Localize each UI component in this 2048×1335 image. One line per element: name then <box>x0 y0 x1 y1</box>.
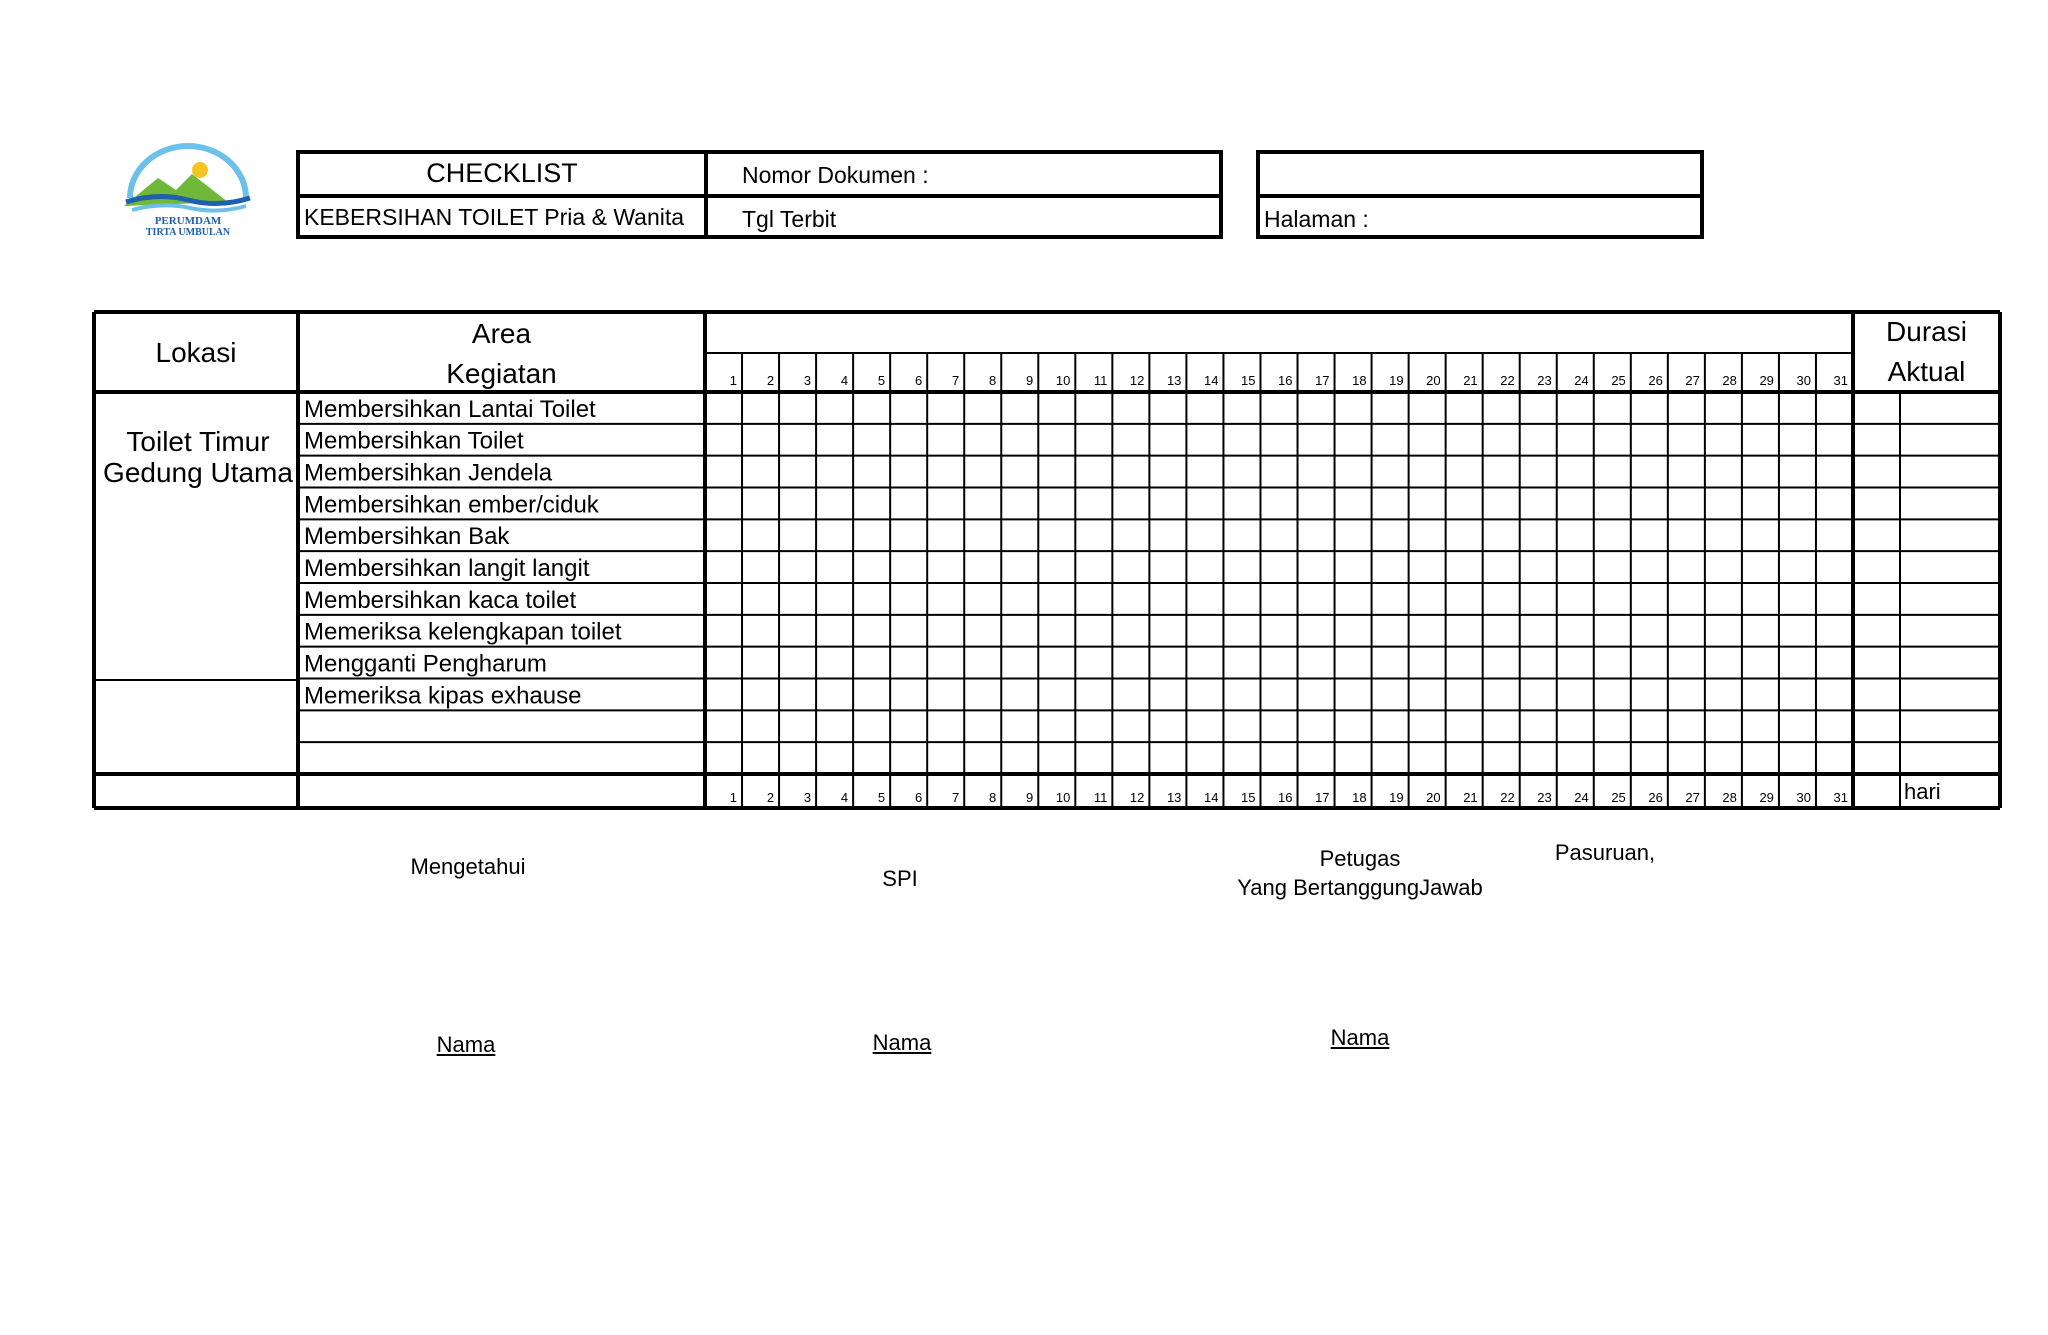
day-header-number: 12 <box>1129 373 1145 388</box>
day-header-number: 25 <box>1611 373 1626 388</box>
day-footer-number: 7 <box>951 790 960 805</box>
activity-row-label: Membersihkan Jendela <box>304 459 553 487</box>
sign-label-mengetahui: Mengetahui <box>410 854 526 879</box>
day-header-number: 28 <box>1722 373 1737 388</box>
day-header-number: 16 <box>1278 373 1293 388</box>
day-footer-number: 5 <box>877 790 886 805</box>
day-header-number: 27 <box>1685 373 1700 388</box>
day-footer-number: 30 <box>1796 790 1811 805</box>
page-label: Halaman : <box>1264 206 1369 232</box>
document-title: CHECKLIST <box>426 158 578 188</box>
day-header-number: 18 <box>1352 373 1367 388</box>
duration-unit: hari <box>1904 779 1941 804</box>
day-header-number: 19 <box>1389 373 1404 388</box>
activity-row-label: Memeriksa kipas exhause <box>304 682 582 710</box>
logo-text-line1: PERUMDAM <box>154 215 222 227</box>
day-footer-number: 31 <box>1833 790 1848 805</box>
day-footer-number: 4 <box>840 790 849 805</box>
day-footer-number: 8 <box>989 790 997 805</box>
day-footer-number: 22 <box>1500 790 1515 805</box>
day-footer-number: 26 <box>1648 790 1663 805</box>
sign-name-mengetahui: Nama <box>436 1032 496 1057</box>
activity-row-label: Membersihkan Lantai Toilet <box>304 395 596 423</box>
day-header-number: 21 <box>1463 373 1478 388</box>
day-header-number: 29 <box>1759 373 1774 388</box>
day-footer-number: 25 <box>1611 790 1626 805</box>
activity-row-label: Membersihkan Bak <box>304 523 510 551</box>
day-header-number: 11 <box>1093 373 1108 388</box>
activity-row-label: Membersihkan kaca toilet <box>304 586 577 614</box>
day-header-number: 14 <box>1203 373 1219 388</box>
day-header-number: 13 <box>1166 373 1182 388</box>
day-footer-number: 13 <box>1166 790 1182 805</box>
day-header-number: 2 <box>766 373 775 388</box>
day-footer-number: 12 <box>1129 790 1145 805</box>
day-footer-number: 18 <box>1352 790 1367 805</box>
day-header-number: 31 <box>1833 373 1848 388</box>
day-footer-number: 29 <box>1759 790 1774 805</box>
day-footer-number: 24 <box>1574 790 1589 805</box>
issue-date-label: Tgl Terbit <box>742 206 837 232</box>
day-header-number: 3 <box>803 373 812 388</box>
activity-row-label: Membersihkan langit langit <box>304 555 590 582</box>
location-line2: Gedung Utama <box>103 457 293 488</box>
day-header-number: 15 <box>1241 373 1256 388</box>
day-footer-number: 27 <box>1685 790 1700 805</box>
header-aktual: Aktual <box>1887 356 1966 387</box>
day-header-number: 4 <box>840 373 849 388</box>
day-footer-number: 14 <box>1203 790 1219 805</box>
day-header-number: 17 <box>1315 373 1330 388</box>
day-header-number: 22 <box>1500 373 1515 388</box>
day-footer-number: 19 <box>1389 790 1404 805</box>
day-header-number: 30 <box>1796 373 1811 388</box>
day-footer-number: 9 <box>1026 790 1034 805</box>
day-header-number: 20 <box>1426 373 1441 388</box>
document-subtitle: KEBERSIHAN TOILET Pria & Wanita <box>304 204 685 230</box>
header-area: Area <box>471 318 532 349</box>
sign-label-petugas: Petugas <box>1319 846 1401 871</box>
activity-row-label: Memeriksa kelengkapan toilet <box>304 618 622 646</box>
activity-row-label: Membersihkan ember/ciduk <box>304 491 599 519</box>
activity-row-label: Mengganti Pengharum <box>304 650 547 678</box>
day-header-number: 8 <box>989 373 997 388</box>
day-header-number: 26 <box>1648 373 1663 388</box>
sign-label-petugas-role: Yang BertanggungJawab <box>1237 875 1483 900</box>
day-header-number: 6 <box>914 373 923 388</box>
header-durasi: Durasi <box>1886 316 1967 347</box>
location-line1: Toilet Timur <box>126 426 270 457</box>
sign-name-spi: Nama <box>872 1030 932 1055</box>
day-header-number: 10 <box>1055 373 1071 388</box>
sign-place-date: Pasuruan, <box>1554 840 1656 865</box>
day-footer-number: 17 <box>1315 790 1330 805</box>
sign-name-petugas: Nama <box>1330 1025 1390 1050</box>
day-header-number: 24 <box>1574 373 1589 388</box>
logo-text-line2: TIRTA UMBULAN <box>145 227 231 238</box>
day-footer-number: 15 <box>1241 790 1256 805</box>
day-footer-number: 21 <box>1463 790 1478 805</box>
day-footer-number: 23 <box>1537 790 1552 805</box>
day-footer-number: 6 <box>914 790 923 805</box>
day-footer-number: 28 <box>1722 790 1737 805</box>
day-footer-number: 3 <box>803 790 812 805</box>
day-header-number: 9 <box>1026 373 1034 388</box>
sign-label-spi: SPI <box>882 866 918 891</box>
activity-row-label: Membersihkan Toilet <box>304 427 524 455</box>
day-footer-number: 10 <box>1055 790 1071 805</box>
day-footer-number: 11 <box>1093 790 1108 805</box>
day-header-number: 5 <box>877 373 886 388</box>
day-header-number: 23 <box>1537 373 1552 388</box>
header-kegiatan: Kegiatan <box>446 358 557 389</box>
day-footer-number: 1 <box>729 790 738 805</box>
day-footer-number: 2 <box>766 790 775 805</box>
day-header-number: 7 <box>951 373 960 388</box>
header-lokasi: Lokasi <box>155 337 237 368</box>
day-footer-number: 20 <box>1426 790 1441 805</box>
doc-number-label: Nomor Dokumen : <box>742 162 929 188</box>
day-footer-number: 16 <box>1278 790 1293 805</box>
day-header-number: 1 <box>729 373 738 388</box>
